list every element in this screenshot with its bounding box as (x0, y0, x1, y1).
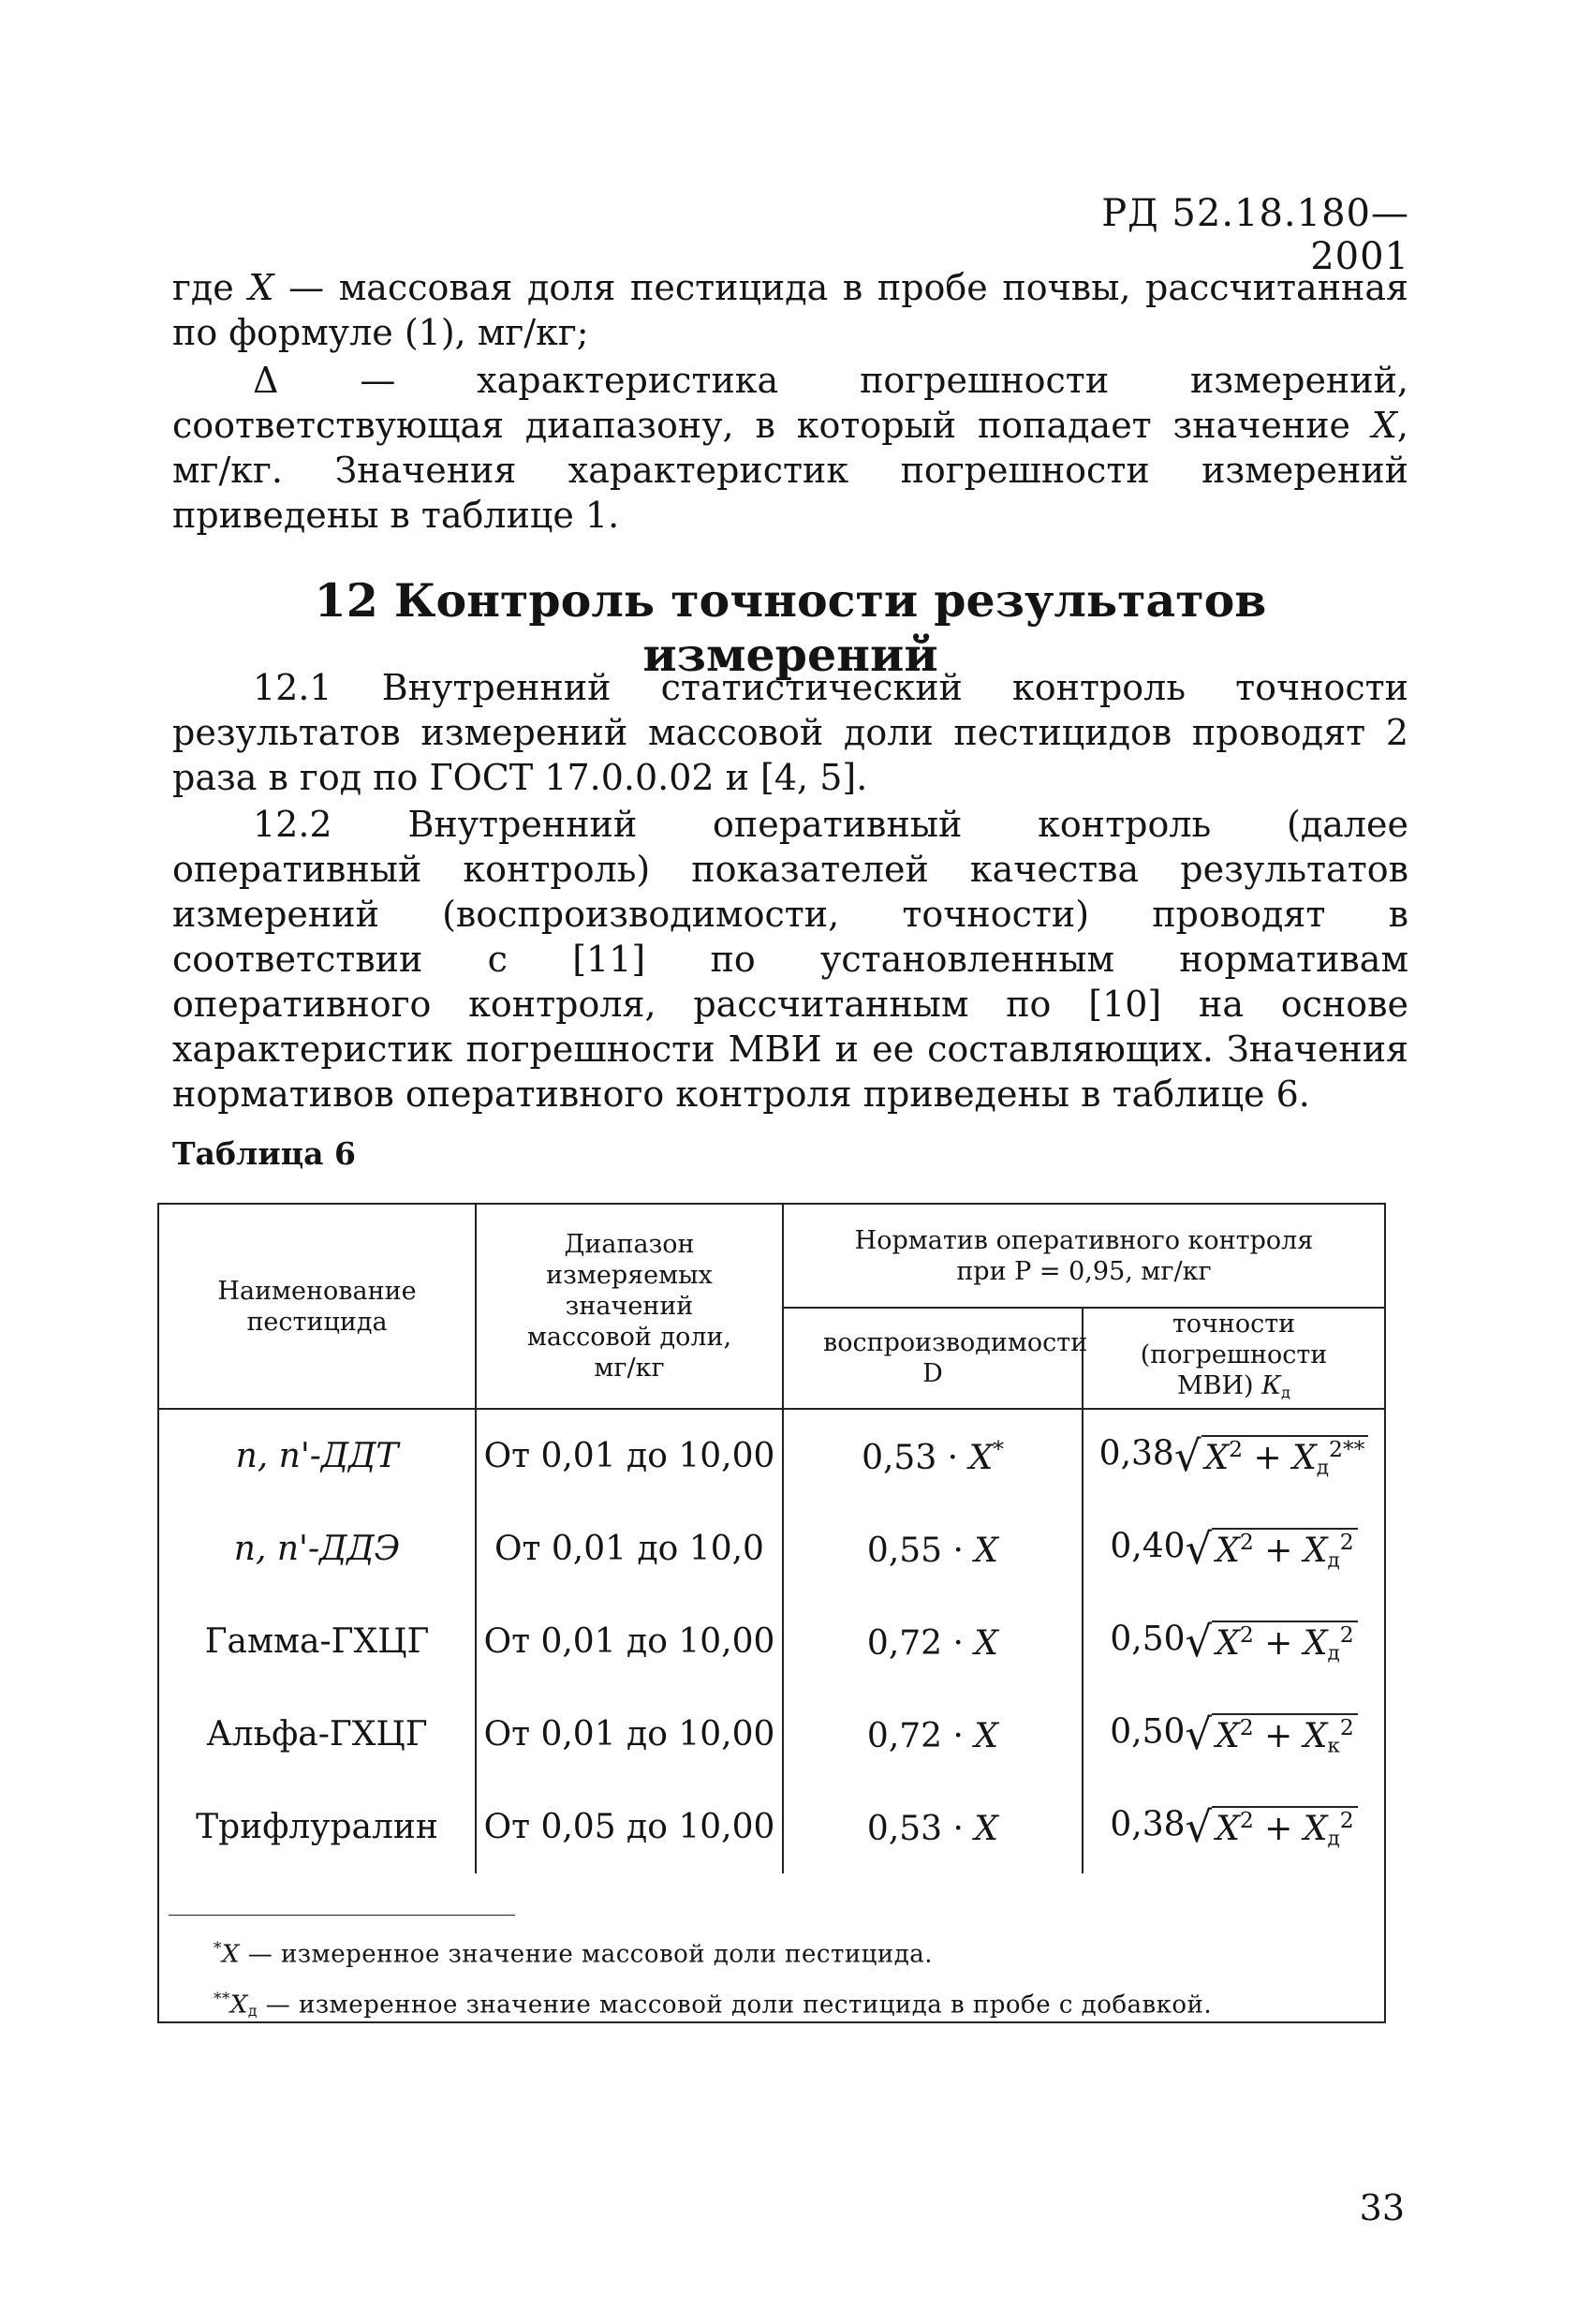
paragraph-12-1: 12.1 Внутренний статистический контроль точности результатов измерений массовой доли пестицидов проводят 2 раза в год по ГОСТ 17.0.0.02 и [4, 5]. (172, 667, 1408, 798)
reproducibility-value: 0,72 · X (783, 1688, 1083, 1781)
x-definition: где X — массовая доля пестицида в пробе почвы, рассчитанная по формуле (1), мг/кг; (172, 267, 1408, 353)
range-value: От 0,01 до 10,00 (476, 1409, 783, 1502)
range-value: От 0,05 до 10,00 (476, 1781, 783, 1873)
table-row (159, 1781, 1384, 1873)
accuracy-value: 0,50√ $X^2 + X_к^2$ (1083, 1688, 1384, 1781)
document-code: РД 52.18.180—2001 (1101, 192, 1409, 278)
pesticide-name: Альфа-ГХЦГ (159, 1688, 476, 1781)
table-row (159, 1502, 1384, 1595)
accuracy-value: 0,38√ $X^2 + X_д^2$ (1083, 1781, 1384, 1873)
table-row (159, 1595, 1384, 1688)
reproducibility-value: 0,72 · X (783, 1595, 1083, 1688)
table-footnotes (159, 1915, 1384, 2030)
table-6 (157, 1203, 1386, 2023)
footnote-2: $^{**}X_д$ — измеренное значение массовой доли пестицида в пробе с добавкой. (214, 1989, 1213, 2021)
footnote-rule (169, 1915, 515, 1916)
paragraph-12-2: 12.2 Внутренний оперативный контроль (далее оперативный контроль) показателей качества результатов измерений (воспроизводимости, точности) проводят в соответствии с [11] по установленным нормативам оперативного контроля, рассчитанным по [10] на основе характеристик погрешности МВИ и ее составляющих. Значения нормативов оперативного контроля приведены в таблице 6. (172, 804, 1408, 1115)
pesticide-name: п, п'-ДДЭ (159, 1502, 476, 1595)
delta-definition: Δ — характеристика погрешности измерений, соответствующая диапазону, в который попадает значение X, мг/кг. Значения характеристик погрешности измерений приведены в таблице 1. (172, 360, 1408, 536)
range-value: От 0,01 до 10,0 (476, 1502, 783, 1595)
pesticide-name: Гамма-ГХЦГ (159, 1595, 476, 1688)
accuracy-value: 0,40√ $X^2 + X_д^2$ (1083, 1502, 1384, 1595)
accuracy-value: 0,50√ $X^2 + X_д^2$ (1083, 1595, 1384, 1688)
pesticide-name: Трифлуралин (159, 1781, 476, 1873)
reproducibility-value: 0,53 · X* (783, 1409, 1083, 1502)
header-norm: Норматив оперативного контроля при Р = 0,95, мг/кг (783, 1205, 1384, 1308)
range-value: От 0,01 до 10,00 (476, 1688, 783, 1781)
header-range: Диапазон измеряемых значений массовой доли, мг/кг (476, 1205, 783, 1409)
table-row (159, 1688, 1384, 1781)
page-number: 33 (1359, 2187, 1405, 2228)
footnote-1: *X — измеренное значение массовой доли пестицида. (214, 1938, 933, 1969)
table-caption: Таблица 6 (172, 1135, 356, 1172)
header-reproducibility: воспроизводимости D (783, 1308, 1083, 1409)
pesticide-name: п, п'-ДДТ (159, 1409, 476, 1502)
reproducibility-value: 0,55 · X (783, 1502, 1083, 1595)
section-title: 12 Контроль точности результатов измерений (314, 573, 1267, 682)
range-value: От 0,01 до 10,00 (476, 1595, 783, 1688)
header-accuracy: точности (погрешности МВИ) $К_д$ (1083, 1308, 1384, 1409)
reproducibility-value: 0,53 · X (783, 1781, 1083, 1873)
table-row (159, 1409, 1384, 1502)
header-pesticide-name: Наименование пестицида (159, 1205, 476, 1409)
accuracy-value: 0,38√ $X^2 + X_д^{2**}$ (1083, 1409, 1384, 1502)
